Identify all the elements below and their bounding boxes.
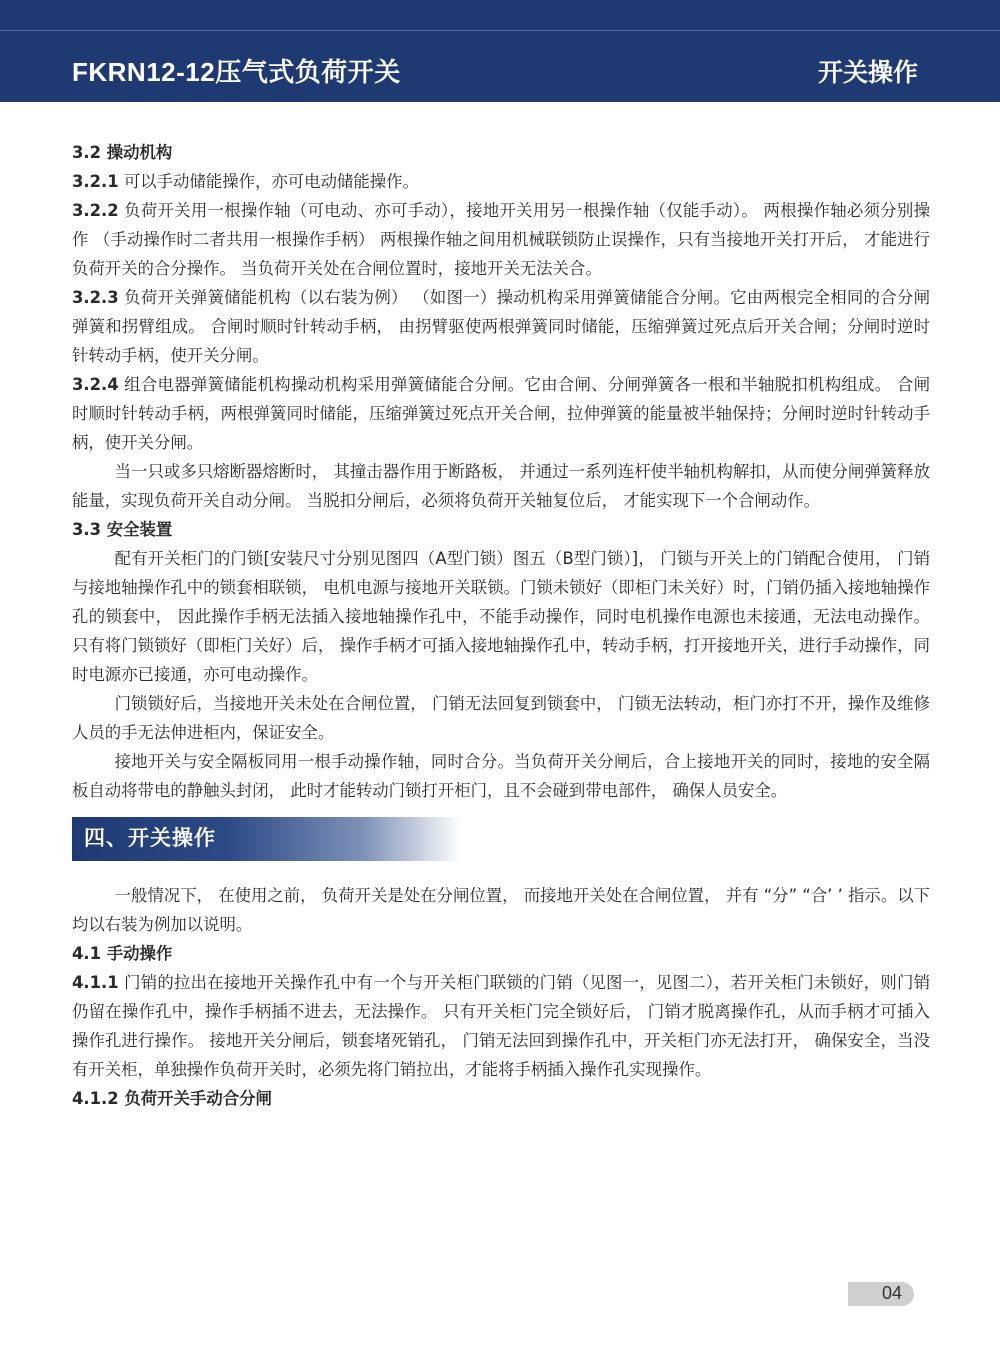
section-title: 开关操作: [817, 58, 918, 87]
paragraph-3-2-1: [72, 167, 930, 196]
page-header: [0, 0, 1000, 102]
clause-text: 负荷开关弹簧储能机构（以右装为例） （如图一）操动机构采用弹簧储能合分闸。它由两根完全相同的合分闸弹簧和拐臂组成。 合闸时顺时针转动手柄， 由拐臂驱使两根弹簧同时储能，压缩弹簧过死点后开关合闸；分闸时逆时针转动手柄，使开关分闸。: [72, 288, 930, 365]
clause-text: 组合电器弹簧储能机构操动机构采用弹簧储能合分闸。它由合闸、分闸弹簧各一根和半轴脱扣机构组成。 合闸时顺时针转动手柄，两根弹簧同时储能，压缩弹簧过死点开关合闸，拉伸弹簧的能量被半轴保持；分闸时逆时针转动手柄，使开关分闸。: [72, 375, 930, 452]
heading-4-1: 4.1 手动操作: [72, 944, 173, 963]
paragraph-lock-safety: 门锁锁好后，当接地开关未处在合闸位置， 门销无法回复到锁套中， 门锁无法转动，柜门亦打不开，操作及维修人员的手无法伸进柜内，保证安全。: [72, 694, 930, 742]
clause-number: 3.2.1: [72, 172, 119, 191]
document-title: FKRN12-12压气式负荷开关: [72, 57, 401, 87]
paragraph-safety-barrier: 接地开关与安全隔板同用一根手动操作轴，同时合分。当负荷开关分闸后，合上接地开关的同时，接地的安全隔板自动将带电的静触头封闭， 此时才能转动门锁打开柜门，且不会碰到带电部件， 确保人员安全。: [72, 752, 930, 800]
clause-text: 负荷开关用一根操作轴（可电动、亦可手动），接地开关用另一根操作轴（仅能手动）。 两根操作轴必须分别操作 （手动操作时二者共用一根操作手柄） 两根操作轴之间用机械联锁防止误操作，只有当接地开关打开后， 才能进行负荷开关的合分操作。 当负荷开关处在合闸位置时，接地开关无法关合。: [72, 201, 930, 278]
clause-number: 3.2.3: [72, 288, 119, 307]
page-number: 04: [881, 1283, 902, 1303]
clause-text: 门销的拉出在接地开关操作孔中有一个与开关柜门联锁的门销（见图一，见图二），若开关柜门未锁好，则门销仍留在操作孔中，操作手柄插不进去，无法操作。 只有开关柜门完全锁好后， 门销才脱离操作孔，从而手柄才可插入操作孔进行操作。 接地开关分闸后，锁套堵死销孔， 门销无法回到操作孔中，开关柜门亦无法打开， 确保安全，当没有开关柜，单独操作负荷开关时，必须先将门销拉出，才能将手柄插入操作孔实现操作。: [72, 973, 930, 1079]
heading-3-2: 3.2 操动机构: [72, 143, 173, 162]
page-content: [72, 138, 930, 1113]
clause-number: 4.1.1: [72, 973, 119, 992]
page-number-badge: [848, 1282, 914, 1306]
clause-text: 可以手动储能操作，亦可电动储能操作。: [123, 172, 419, 191]
clause-number: 3.2.2: [72, 201, 119, 220]
heading-4-1-2: 4.1.2 负荷开关手动合分闸: [72, 1089, 272, 1108]
clause-number: 3.2.4: [72, 375, 119, 394]
section-banner-title: 四、开关操作: [84, 826, 216, 850]
paragraph-intro: 一般情况下， 在使用之前， 负荷开关是处在分闸位置， 而接地开关处在合闸位置， 并有 “分” “合’ ’ 指示。以下均以右装为例加以说明。: [72, 886, 930, 934]
heading-3-3: 3.3 安全装置: [72, 520, 173, 539]
paragraph-3-2-2: [72, 196, 930, 283]
paragraph-3-2-4: [72, 370, 930, 457]
paragraph-3-2-3: [72, 283, 930, 370]
paragraph-4-1-1: [72, 968, 930, 1084]
paragraph-fuse-trip: 当一只或多只熔断器熔断时， 其撞击器作用于断路板， 并通过一系列连杆使半轴机构解扣，从而使分闸弹簧释放能量，实现负荷开关自动分闸。 当脱扣分闸后，必须将负荷开关轴复位后， 才能实现下一个合闸动作。: [72, 462, 930, 510]
paragraph-door-lock: 配有开关柜门的门锁[安装尺寸分别见图四（A型门锁）图五（B型门锁）]， 门锁与开关上的门销配合使用， 门销与接地轴操作孔中的锁套相联锁， 电机电源与接地开关联锁。门锁未锁好（即柜门未关好）时，门销仍插入接地轴操作孔的锁套中， 因此操作手柄无法插入接地轴操作孔中，不能手动操作，同时电机操作电源也未接通，无法电动操作。 只有将门锁锁好（即柜门关好）后， 操作手柄才可插入接地轴操作孔中，转动手柄，打开接地开关，进行手动操作，同时电源亦已接通，亦可电动操作。: [72, 549, 930, 684]
section-banner: [72, 817, 462, 861]
header-rule: [0, 30, 1000, 31]
